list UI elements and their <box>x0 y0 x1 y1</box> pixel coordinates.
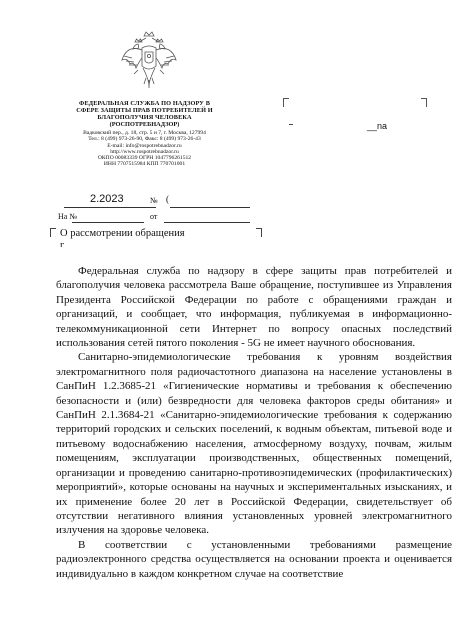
org-contacts <box>42 130 247 168</box>
letter-date: 2.2023 <box>90 193 124 205</box>
org-name-line-2: СФЕРЕ ЗАЩИТЫ ПРАВ ПОТРЕБИТЕЛЕЙ И <box>76 107 213 115</box>
recipient-block <box>283 98 443 138</box>
reference-label: На № <box>58 212 77 221</box>
body-paragraph-1: Федеральная служба по надзору в сфере защиты прав потребителей и благополучия человека рассмотрела Ваше обращение, поступившее из Управления Президента Российской Федерации по работе с обращениями граждан и организаций, и сообщает, что информация, публикуемая в информационно-телекоммуникационной сети Интернет по вопросу опасных последствий использования сетей пятого поколения - 5G не имеет научного обоснования. <box>56 265 452 350</box>
subject-line-2: г <box>60 241 65 247</box>
subject-block <box>50 226 260 248</box>
org-name-line-1: ФЕДЕРАЛЬНАЯ СЛУЖБА ПО НАДЗОРУ В <box>79 100 210 107</box>
sender-block <box>42 100 247 168</box>
recipient-name: __na <box>367 121 388 131</box>
body-paragraph-2: Санитарно-эпидемиологические требования к уровням воздействия электромагнитного поля радиочастотного диапазона на население установлены в СанПиН 1.2.3685-21 «Гигиенические нормативы и требования к обеспечению безопасности и (или) безвредности для человека факторов среды обитания» и СанПиН 2.1.3684-21 «Санитарно-эпидемиологические требования к содержанию территорий городских и сельских поселений, к водным объектам, питьевой воде и питьевому водоснабжению населения, атмосферному воздуху, почвам, жилым помещениям, эксплуатации производственных, общественных помещений, организации и проведению санитарно-противоэпидемических (профилактических) мероприятий», которые основаны на научных и экспериментальных изысканиях, и их применение более 20 лет в Российской Федерации, свидетельствует об отсутствии негативного влияния установленных уровней электромагнитного излучения на здоровье человека. <box>56 351 452 537</box>
reference-underline <box>72 222 144 223</box>
subject-corner-left <box>50 228 56 237</box>
org-address: Вадковский пер., д. 18, стр. 5 и 7, г. Москва, 127994 <box>83 130 206 137</box>
recipient-corner-right <box>421 98 427 107</box>
subject-line: О рассмотрении обращения <box>60 228 185 239</box>
number-underline <box>170 207 250 208</box>
coat-of-arms-icon <box>120 30 178 94</box>
letter-number: ( <box>166 194 169 204</box>
org-website: http://www.rospotrebnadzor.ru <box>110 148 179 155</box>
reference-row <box>42 210 252 224</box>
org-okpo-ogrn: ОКПО 00083339 ОГРН 1047796261512 <box>97 155 192 162</box>
org-short-name: (РОСПОТРЕБНАДЗОР) <box>109 121 180 129</box>
reference-from-label: от <box>150 212 158 221</box>
org-name-line-3: БЛАГОПОЛУЧИЯ ЧЕЛОВЕКА <box>97 114 192 122</box>
registration-row <box>42 193 252 209</box>
subject-corner-right <box>256 228 262 237</box>
reference-date-underline <box>164 222 250 223</box>
letter-body <box>56 264 452 581</box>
body-paragraph-3: В соответствии с установленными требованиями размещение радиоэлектронного средства осуществляется на основании проекта и оценивается индивидуально в каждом конкретном случае на соответствие <box>56 538 452 580</box>
org-phone: Тел.: 8 (499) 973-26-90, Факс: 8 (499) 973-26-43 <box>88 136 201 143</box>
recipient-corner-left <box>283 98 289 107</box>
org-email: E-mail: info@rospotrebnadzor.ru <box>107 142 182 149</box>
recipient-dash <box>289 124 293 125</box>
date-underline <box>64 207 156 208</box>
org-inn-kpp: ИНН 7707515984 КПП 770701001 <box>103 161 186 168</box>
number-label: № <box>150 196 158 205</box>
